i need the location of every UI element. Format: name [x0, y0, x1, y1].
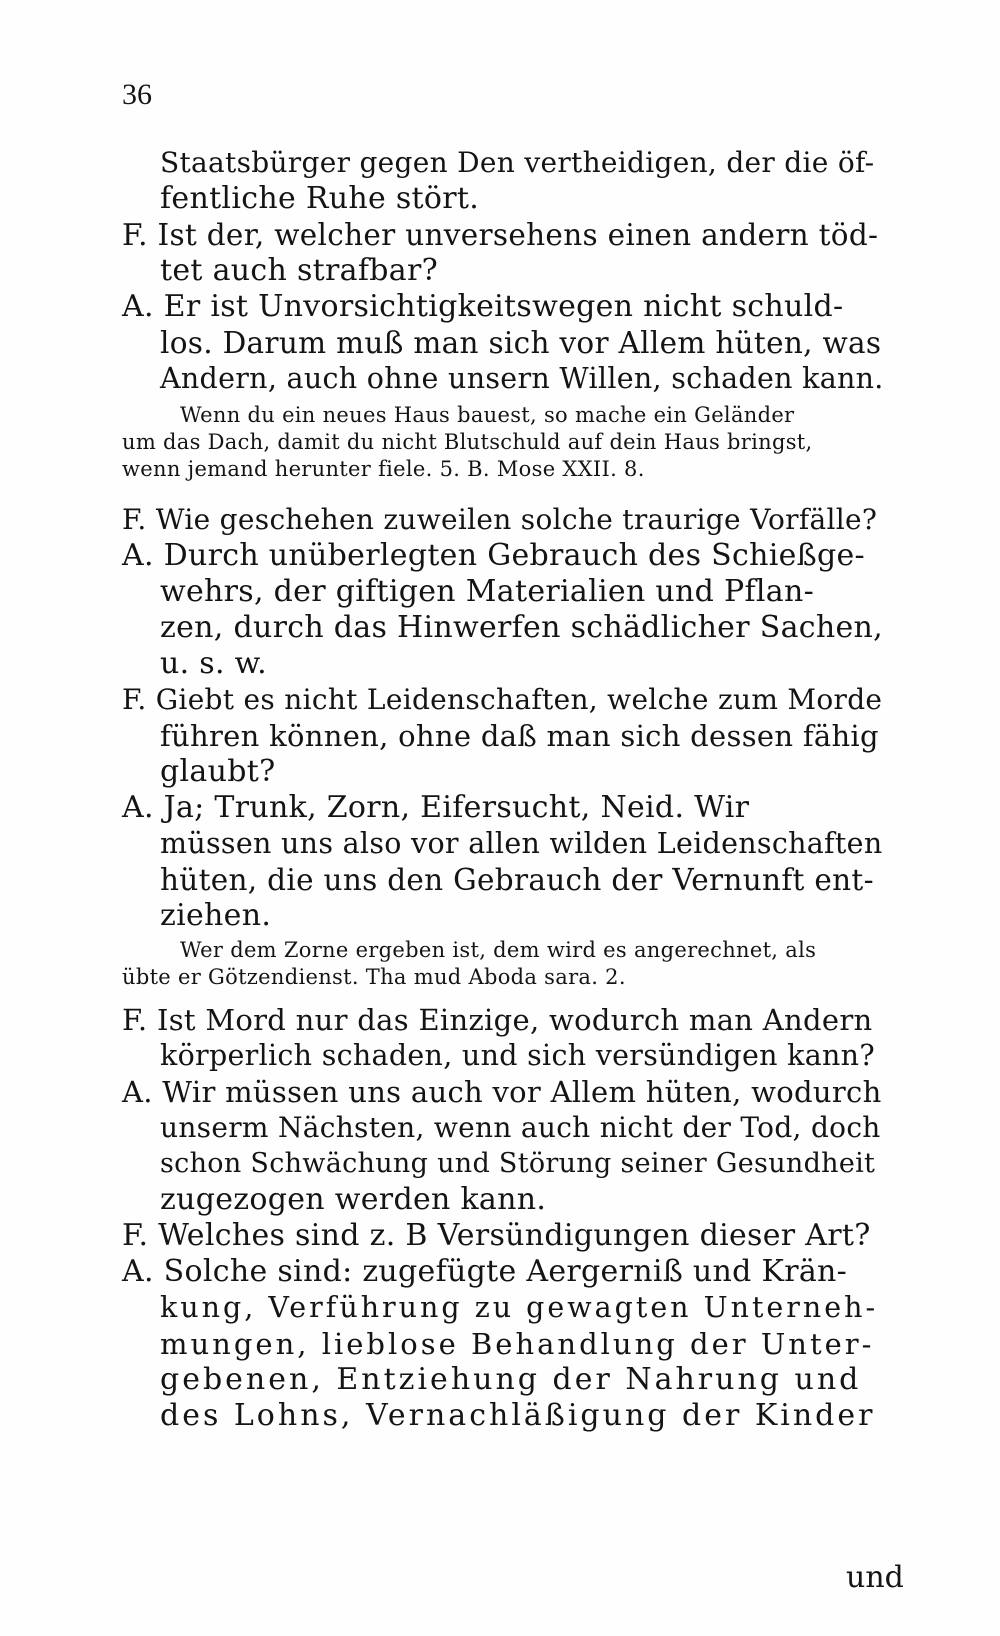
text-line: körperlich schaden, und sich versündigen kann? [160, 1039, 875, 1072]
quote-line: übte er Götzendienst. Tha mud Aboda sara. 2. [122, 965, 626, 989]
question-line: F. Giebt es nicht Leidenschaften, welche zum Morde [122, 683, 883, 716]
question-line: F. Ist der, welcher unversehens einen andern töd- [122, 218, 879, 252]
text-line: müssen uns also vor allen wilden Leidenschaften [160, 827, 883, 860]
question-line: F. Wie geschehen zuweilen solche traurige Vorfälle? [122, 503, 878, 536]
text-line: wehrs, der giftigen Materialien und Pflan- [160, 574, 815, 609]
answer-line: A. Er ist Unvorsichtigkeitswegen nicht schuld- [122, 289, 844, 324]
answer-line: A. Wir müssen uns auch vor Allem hüten, wodurch [122, 1075, 882, 1109]
quote-line: um das Dach, damit du nicht Blutschuld auf dein Haus bringst, [122, 430, 813, 454]
text-line: los. Darum muß man sich vor Allem hüten, was [160, 326, 882, 360]
text-line: unserm Nächsten, wenn auch nicht der Tod, doch [160, 1111, 881, 1144]
text-line: kung, Verführung zu gewagten Unterneh- [160, 1291, 879, 1324]
text-line: Staatsbürger gegen Den vertheidigen, der die öf- [160, 146, 875, 179]
question-line: F. Welches sind z. B Versündigungen dieser Art? [122, 1218, 871, 1253]
text-line: tet auch strafbar? [160, 253, 438, 288]
quote-line: wenn jemand herunter fiele. 5. B. Mose XXII. 8. [122, 457, 645, 481]
answer-line: A. Durch unüberlegten Gebrauch des Schießge- [122, 538, 865, 573]
question-line: F. Ist Mord nur das Einzige, wodurch man Andern [122, 1003, 873, 1037]
text-line: zugezogen werden kann. [160, 1182, 547, 1217]
text-line: mungen, lieblose Behandlung der Unter- [160, 1327, 875, 1361]
text-line: führen können, ohne daß man sich dessen fähig [160, 719, 879, 753]
answer-line: A. Solche sind: zugefügte Aergerniß und Krän- [122, 1254, 848, 1289]
page-number: 36 [122, 78, 152, 111]
text-line: zen, durch das Hinwerfen schädlicher Sachen, [160, 610, 883, 645]
text-line: glaubt? [160, 754, 276, 789]
text-line: ziehen. [160, 898, 272, 933]
quote-line: Wenn du ein neues Haus bauest, so mache ein Geländer [180, 403, 795, 427]
text-line: gebenen, Entziehung der Nahrung und [160, 1362, 862, 1397]
text-line: u. s. w. [160, 646, 267, 681]
answer-line: A. Ja; Trunk, Zorn, Eifersucht, Neid. Wir [122, 790, 750, 825]
text-line: Andern, auch ohne unsern Willen, schaden kann. [160, 362, 884, 395]
catchword: und [846, 1560, 904, 1595]
text-line: fentliche Ruhe stört. [160, 181, 480, 216]
quote-line: Wer dem Zorne ergeben ist, dem wird es angerechnet, als [180, 938, 817, 962]
text-line: schon Schwächung und Störung seiner Gesundheit [160, 1148, 876, 1179]
text-line: hüten, die uns den Gebrauch der Vernunft ent- [160, 863, 874, 897]
text-line: des Lohns, Vernachläßigung der Kinder [160, 1398, 876, 1433]
